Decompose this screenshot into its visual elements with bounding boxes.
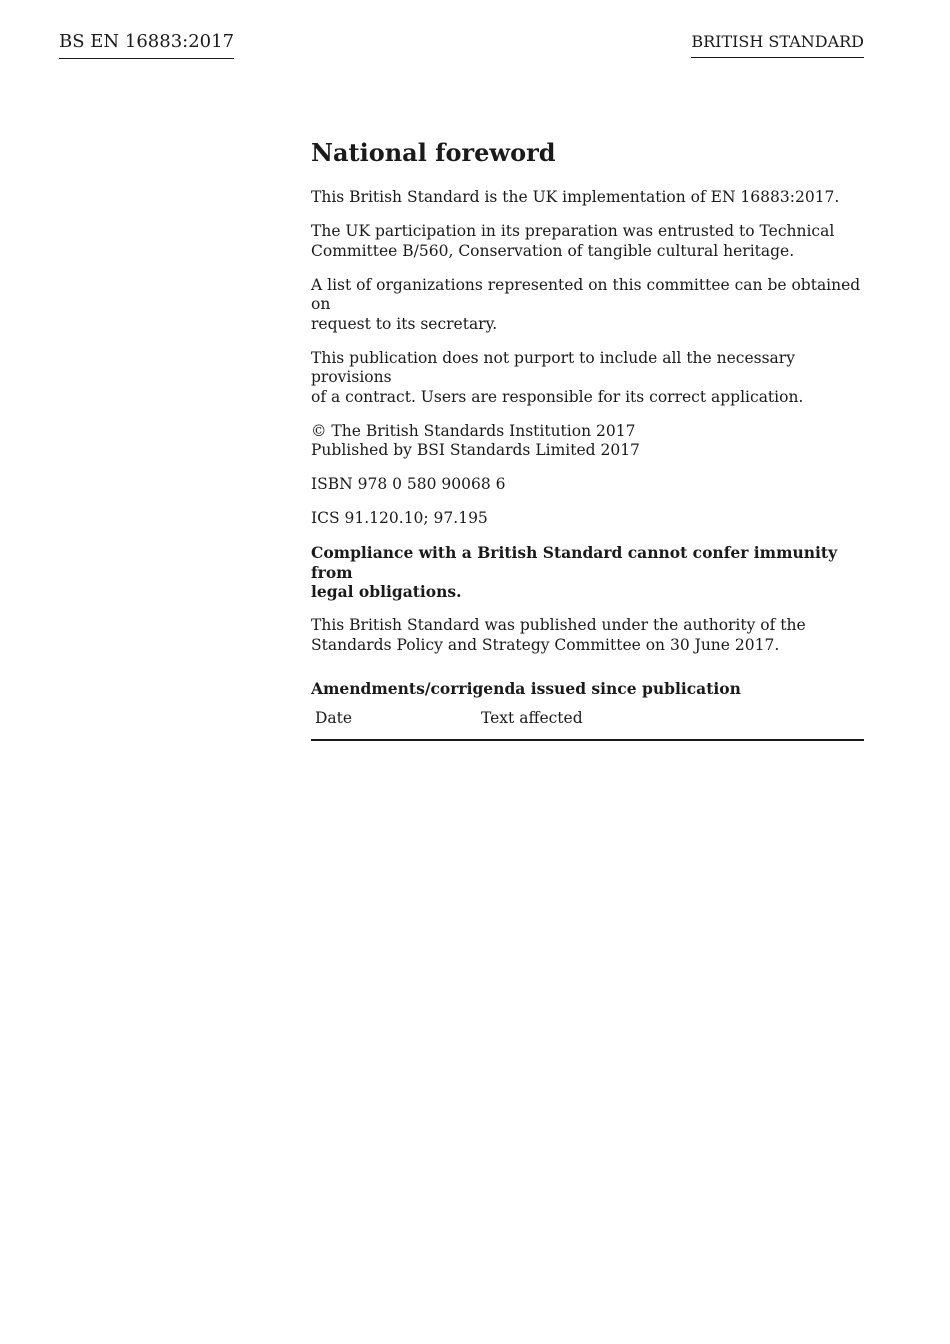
ics-code xyxy=(311,509,864,529)
amendments-table xyxy=(311,709,864,742)
implementation-paragraph xyxy=(311,188,864,208)
paragraph-line: This publication does not purport to include all the necessary provisions xyxy=(311,348,795,386)
compliance-notice xyxy=(311,543,864,602)
paragraph-line: Compliance with a British Standard cannot confer immunity from xyxy=(311,543,838,582)
paragraph-line: Standards Policy and Strategy Committee on 30 June 2017. xyxy=(311,635,780,654)
paragraph-line: of a contract. Users are responsible for its correct application. xyxy=(311,387,804,406)
paragraph-line: A list of organizations represented on this committee can be obtained on xyxy=(311,275,861,313)
paragraph-line: This British Standard was published under the authority of the xyxy=(311,616,806,634)
paragraph-line: Committee B/560, Conservation of tangible cultural heritage. xyxy=(311,241,795,260)
copyright-line: © The British Standards Institution 2017 xyxy=(311,421,636,440)
authority-paragraph xyxy=(311,616,864,655)
committee-paragraph xyxy=(311,222,864,261)
text-affected-column-header: Text affected xyxy=(481,708,583,727)
foreword-title: National foreword xyxy=(311,138,556,167)
paragraph-line: The UK participation in its preparation was entrusted to Technical xyxy=(311,222,835,240)
amendments-heading: Amendments/corrigenda issued since publication xyxy=(311,679,741,698)
date-column-header: Date xyxy=(315,708,353,727)
copyright-paragraph xyxy=(311,422,864,461)
table-header-row xyxy=(311,709,864,741)
document-type-label: BRITISH STANDARD xyxy=(691,31,864,58)
paragraph-line: request to its secretary. xyxy=(311,314,498,333)
publisher-line: Published by BSI Standards Limited 2017 xyxy=(311,441,640,459)
national-foreword-section xyxy=(311,138,864,741)
ics-line: ICS 91.120.10; 97.195 xyxy=(311,509,488,527)
isbn xyxy=(311,475,864,495)
paragraph-line: legal obligations. xyxy=(311,582,462,601)
document-number: BS EN 16883:2017 xyxy=(59,30,234,59)
paragraph-line: This British Standard is the UK implementation of EN 16883:2017. xyxy=(311,188,840,206)
organizations-paragraph xyxy=(311,276,864,335)
provisions-paragraph xyxy=(311,349,864,408)
isbn-line: ISBN 978 0 580 90068 6 xyxy=(311,475,506,493)
